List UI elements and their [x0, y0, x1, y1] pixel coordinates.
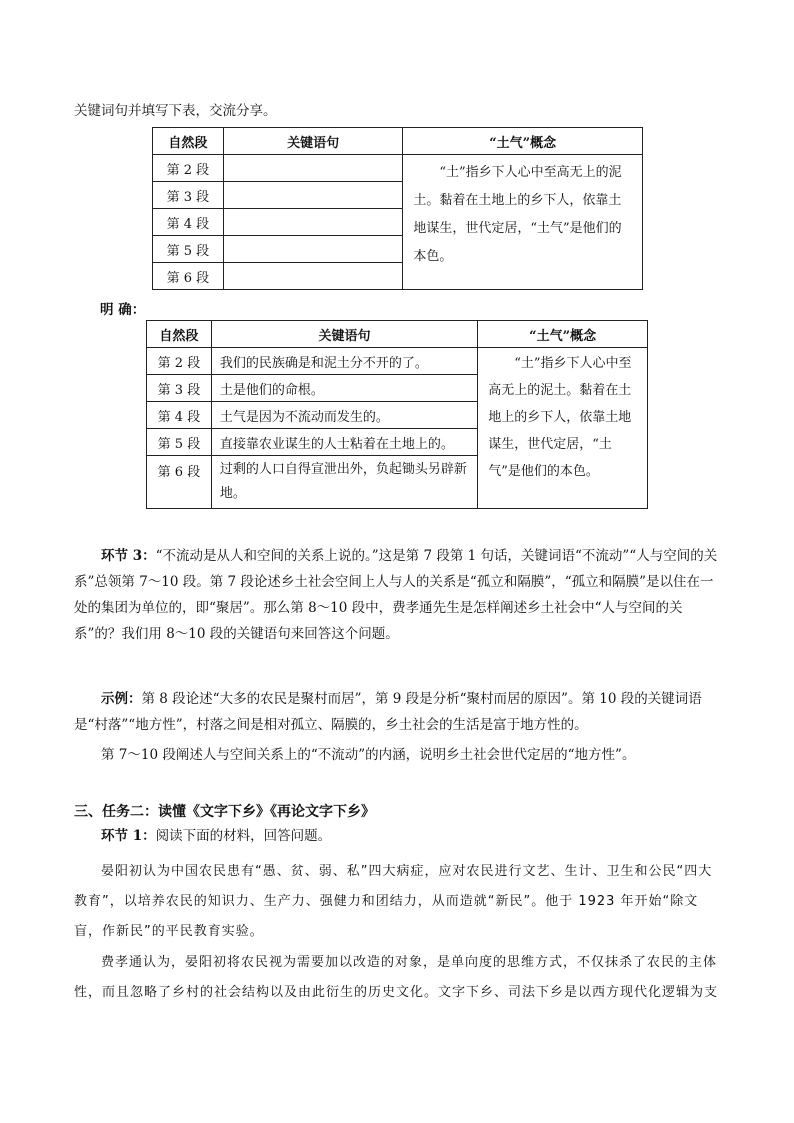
header-key-sentence: 关键语句	[223, 128, 403, 155]
header-segment: 自然段	[147, 321, 212, 348]
table-header-row	[147, 321, 648, 348]
material-paragraph-2: 费孝通认为，晏阳初将农民视为需要加以改造的对象，是单向度的思维方式，不仅抹杀了农民的主体性，而且忽略了乡村的社会结构以及由此衍生的历史文化。文字下乡、司法下乡是以西方现代化逻辑为支	[74, 955, 719, 1000]
key-sentence-blank[interactable]	[223, 209, 403, 236]
segment-cell: 第 3 段	[147, 375, 212, 402]
answer-label: 明 确：	[100, 302, 146, 318]
summary-paragraph: 第 7～10 段阐述人与空间关系上的“不流动”的内涵，说明乡土社会世代定居的“地方性”。	[101, 747, 636, 763]
key-sentence-blank[interactable]	[223, 182, 403, 209]
segment-cell: 第 2 段	[153, 155, 224, 182]
segment-cell: 第 6 段	[147, 456, 212, 509]
segment-cell: 第 5 段	[153, 236, 224, 263]
step1-label: 环节 1：	[101, 828, 156, 844]
step3-label: 环节 3：	[101, 548, 156, 564]
segment-cell: 第 2 段	[147, 348, 212, 375]
concept-cell: “土”指乡下人心中至高无上的泥土。黏着在土地上的乡下人，依靠土地谋生，世代定居，“土气”是他们的本色。	[478, 348, 648, 509]
material-paragraph-1: 晏阳初认为中国农民患有“愚、贫、弱、私”四大病症，应对农民进行文艺、生计、卫生和公民“四大教育”，以培养农民的知识力、生产力、强健力和团结力，从而造就“新民”。他于 1923 年开始“除文盲，作新民”的平民教育实验。	[74, 864, 713, 939]
segment-cell: 第 5 段	[147, 429, 212, 456]
intro-line: 关键词句并填写下表，交流分享。	[74, 103, 277, 119]
table-header-row	[153, 128, 643, 155]
key-sentence-blank[interactable]	[223, 155, 403, 182]
key-sentence-blank[interactable]	[223, 263, 403, 290]
header-key-sentence: 关键语句	[211, 321, 477, 348]
segment-cell: 第 3 段	[153, 182, 224, 209]
key-sentence-cell: 直接靠农业谋生的人士粘着在土地上的。	[211, 429, 477, 456]
example-label: 示例：	[101, 691, 142, 707]
worksheet-table	[152, 127, 643, 290]
answer-table	[146, 320, 648, 509]
header-segment: 自然段	[153, 128, 224, 155]
example-text: 第 8 段论述“大多的农民是聚村而居”，第 9 段是分析“聚村而居的原因”。第 10 段的关键词语是“村落”“地方性”，村落之间是相对孤立、隔膜的，乡土社会的生活是富于地方性的。	[74, 691, 702, 733]
key-sentence-cell: 过剩的人口自得宣泄出外，负起锄头另辟新地。	[211, 456, 477, 509]
key-sentence-cell: 我们的民族确是和泥土分不开的了。	[211, 348, 477, 375]
segment-cell: 第 4 段	[153, 209, 224, 236]
table-row	[147, 348, 648, 375]
header-concept: “土气”概念	[403, 128, 643, 155]
key-sentence-cell: 土是他们的命根。	[211, 375, 477, 402]
step1-paragraph	[74, 823, 724, 849]
section-heading: 三、任务二：读懂《文字下乡》《再论文字下乡》	[74, 804, 375, 820]
example-paragraph	[74, 686, 724, 738]
segment-cell: 第 6 段	[153, 263, 224, 290]
step3-text: “不流动是从人和空间的关系上说的。”这是第 7 段第 1 句话，关键词语“不流动”“人与空间的关系”总领第 7～10 段。第 7 段论述乡土社会空间上人与人的关系是“孤立和隔膜”，“孤立和隔膜”是以住在一处的集团为单位的，即“聚居”。那么第 8～10 段中，费孝通先生是怎样阐述乡土社会中“人与空间的关系”的？我们用 8～10 段的关键语句来回答这个问题。	[74, 548, 718, 642]
header-concept: “土气”概念	[478, 321, 648, 348]
key-sentence-cell: 土气是因为不流动而发生的。	[211, 402, 477, 429]
concept-cell: “土”指乡下人心中至高无上的泥土。黏着在土地上的乡下人，依靠土地谋生，世代定居，“土气”是他们的本色。	[403, 155, 643, 290]
key-sentence-blank[interactable]	[223, 236, 403, 263]
step3-paragraph	[74, 543, 724, 647]
table-row	[153, 155, 643, 182]
step1-text: 阅读下面的材料，回答问题。	[155, 828, 332, 844]
segment-cell: 第 4 段	[147, 402, 212, 429]
